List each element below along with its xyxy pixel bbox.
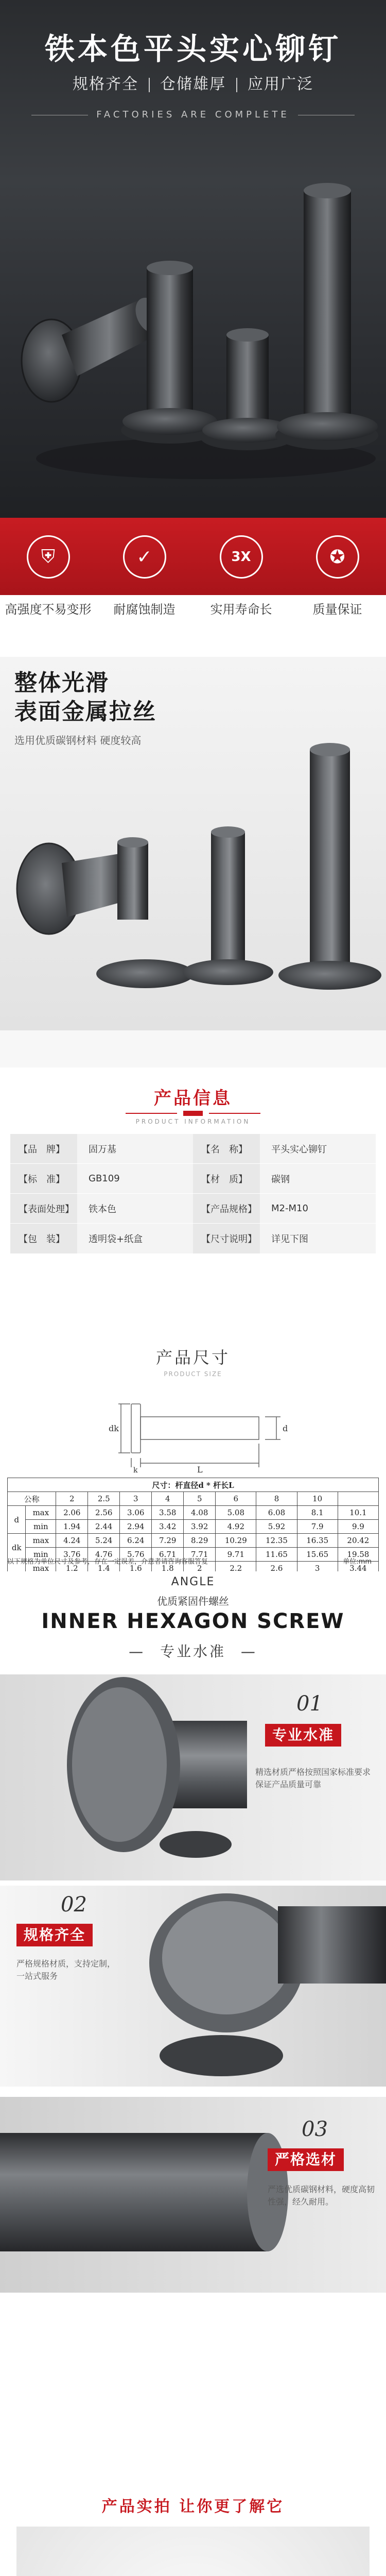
info-heading: 产品信息: [154, 1088, 232, 1109]
table-row: [8, 1478, 379, 1492]
panel-tag: 严格选材: [268, 2148, 344, 2171]
feature-item: [0, 535, 96, 617]
feature-item: [289, 535, 385, 617]
actual-photo-frame: [16, 2527, 370, 2576]
actual-heading: 产品实拍 让你更了解它: [101, 2498, 285, 2516]
size-table-header: 尺寸：杆直径d * 杆长L: [8, 1478, 379, 1492]
product-size-section: [0, 1329, 386, 1571]
product-info-section: [0, 1030, 386, 1329]
actual-photo-section: [0, 2483, 386, 2576]
size-heading: 产品尺寸: [155, 1348, 230, 1367]
angle-tagline: — 专业水准 —: [129, 1643, 257, 1660]
panel-text: 严选优质碳钢材料，硬度高韧性强，经久耐用。: [268, 2184, 375, 2207]
smooth-desc: 选用优质碳钢材料 硬度较高: [14, 734, 142, 747]
detail-panel-3: [0, 2097, 386, 2293]
detail-panel-2: [0, 1886, 386, 2087]
3x-icon: 3X: [220, 535, 263, 579]
feature-label: 实用寿命长: [210, 602, 272, 617]
table-row: d max 2.06 2.56 3.06 3.58 4.08 5.08 6.08 8.1 10.1: [8, 1506, 379, 1520]
hero-tag: 应用广泛: [248, 75, 313, 93]
angle-subtitle: 优质紧固件螺丝: [157, 1595, 229, 1607]
feature-label: 高强度不易变形: [5, 602, 92, 617]
panel-text: 严格规格材质，支持定制，一站式服务: [16, 1959, 116, 1981]
angle-title: ANGLE: [171, 1575, 215, 1588]
medal-icon: ✪: [316, 535, 359, 579]
table-row: 【品 牌】 固万基 【名 称】 平头实心铆钉: [10, 1134, 376, 1164]
dim-dk-label: dk: [109, 1423, 119, 1433]
feature-label: 质量保证: [312, 602, 362, 617]
table-row: 【表面处理】 铁本色 【产品规格】 M2-M10: [10, 1194, 376, 1224]
hero-tag: 仓储雄厚: [160, 75, 226, 93]
table-row: 公称 2 2.5 3 4 5 6 8 10: [8, 1492, 379, 1506]
features-strip: [0, 518, 386, 657]
detail-panel-1: [0, 1674, 386, 1880]
feature-label: 耐腐蚀制造: [113, 602, 176, 617]
info-underline: [126, 1111, 260, 1116]
hero-tag: 规格齐全: [73, 75, 138, 93]
size-note: 以下规格为单位尺寸及参考，存在一定误差，介意者请咨询客服答复: [7, 1558, 208, 1566]
dim-d-label: d: [283, 1423, 288, 1433]
smooth-heading-1: 整体光滑: [14, 670, 109, 696]
table-row: min 3.76 4.76 5.76 6.71 7.71 9.71 11.65 15.65 19.58: [8, 1548, 379, 1562]
rivets-photo: [0, 657, 386, 1030]
info-table: [10, 1133, 376, 1253]
panel-tag: 规格齐全: [16, 1924, 93, 1946]
size-subtitle: PRODUCT SIZE: [164, 1370, 222, 1378]
angle-section: [0, 1571, 386, 2303]
angle-heading: INNER HEXAGON SCREW: [41, 1609, 345, 1633]
panel-number: 02: [61, 1893, 87, 1917]
panel-number: 03: [302, 2117, 328, 2141]
smooth-heading-2: 表面金属拉丝: [14, 699, 156, 725]
hero-banner: [0, 0, 386, 518]
rivet-dimension-diagram: [90, 1386, 296, 1473]
hero-title: 铁本色平头实心铆钉: [44, 31, 341, 66]
table-row: dk max 4.24 5.24 6.24 7.29 8.29 10.29 12.35 16.35 20.42: [8, 1534, 379, 1548]
table-row: min 1.94 2.44 2.94 3.42 3.92 4.92 5.92 7.9 9.9: [8, 1520, 379, 1534]
rivets-real-photo: [16, 2527, 370, 2576]
table-row: 【包 装】 透明袋+纸盒 【尺寸说明】 详见下图: [10, 1224, 376, 1253]
size-unit: 单位:mm: [343, 1558, 372, 1566]
panel-number: 01: [296, 1692, 323, 1716]
shield-icon: ⛨: [27, 535, 70, 579]
panel-text: 精选材质严格按照国家标准要求保证产品质量可靠: [255, 1767, 371, 1789]
rivet-photo: [0, 0, 386, 518]
table-row: max 1.2 1.4 1.6 1.8 2 2.2 2.6 3 3.44: [8, 1562, 379, 1572]
dim-l-label: L: [197, 1465, 203, 1473]
dim-k-label: k: [133, 1466, 138, 1473]
table-row: 【标 准】 GB109 【材 质】 碳钢: [10, 1164, 376, 1194]
feature-item: [96, 535, 192, 617]
check-circle-icon: ✓: [123, 535, 166, 579]
smooth-surface-section: [0, 657, 386, 1030]
info-subtitle: PRODUCT INFORMATION: [135, 1118, 251, 1125]
panel-tag: 专业水准: [265, 1724, 341, 1747]
hero-subtitle: FACTORIES ARE COMPLETE: [0, 109, 386, 120]
feature-item: [193, 535, 289, 617]
rivet-closeup-photo: [0, 1886, 386, 2087]
